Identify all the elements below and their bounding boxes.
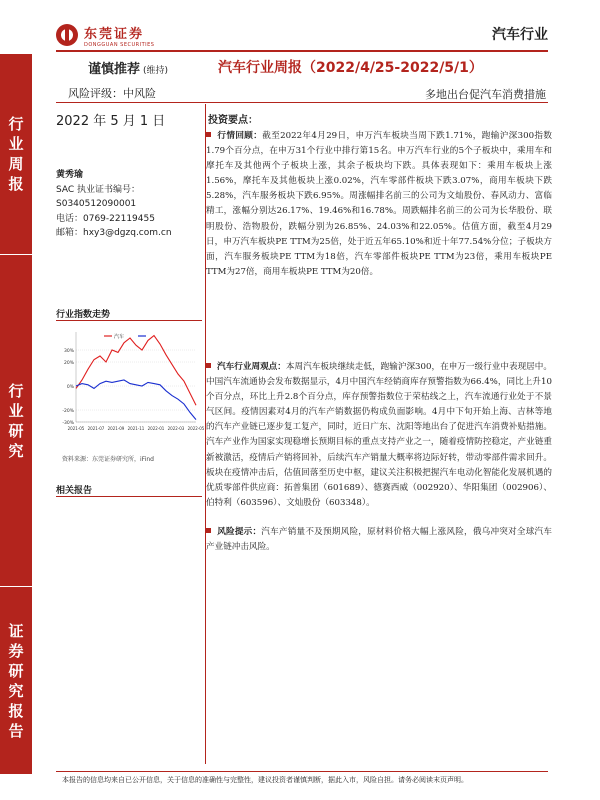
index-trend-chart [56,322,205,450]
paragraph-text: 汽车产销量不及预期风险，原材料价格大幅上涨风险，俄乌冲突对全球汽车产业链冲击风险。 [206,527,552,553]
paragraph-lead: 行情回顾： [217,131,263,141]
side-char: 究 [8,441,24,460]
paragraph-lead: 汽车行业周观点： [217,362,286,372]
rating-note: (维持) [143,66,169,76]
bullet-square-icon [206,363,211,368]
side-char: 行 [8,115,24,133]
index-chart-source: 资料来源：东莞证券研究所，iFind [62,456,154,463]
industry-tag: 汽车行业 [492,27,548,43]
y-tick-label: 0% [66,385,74,390]
bullet-square-icon [206,528,211,533]
side-label-report [0,586,32,774]
y-tick-label: 30% [63,349,74,354]
bullet-square-icon [206,132,211,137]
analyst-info [56,168,172,241]
paragraph-text: 截至2022年4月29日，申万汽车板块当周下跌1.71%，跑输沪深300指数1.79个百分点，在申万31个行业中排行第15名。申万汽车行业的5个子板块中，乘用车和摩托车及其他两个子板块上涨，其余子板块均下跌。具体表现如下：乘用车板块上涨1.56%，摩托车及其他板块上涨0.02%，汽车零部件板块下跌3.07%，商用车板块下跌5.28%，汽车服务板块下跌6.95%。周涨幅排名前三的公司为文灿股份、春风动力、富临精工，涨幅分别达26.17%、19.46%和16.78%。周跌幅排名前三的公司为长华股份、联明股份、浩物股份，跌幅分别为26.85%、24.03%和22.05%。估值方面，截至4月29日，申万汽车板块PE TTM为25倍，处于近五年65.10%和近十年77.54%分位；子板块方面，汽车服务板块PE TTM为18倍，汽车零部件板块PE TTM为23倍，乘用车板块PE TTM为27倍，商用车板块PE TTM为20倍。 [206,131,552,277]
rating-box [88,58,168,77]
logo-name-cn: 东莞证券 [84,26,145,42]
x-tick-label: 2022-01 [147,426,165,431]
side-char: 行 [8,381,24,400]
y-tick-label: 20% [63,361,74,366]
analyst-name: 黄秀瑜 [56,170,84,180]
analyst-cert-label: SAC 执业证书编号： [56,184,141,195]
paragraph-text: 本周汽车板块继续走低，跑输沪深300，在申万一级行业中表现居中。中国汽车流通协会发布数据显示，4月中国汽车经销商库存预警指数为66.4%，同比上升10个百分点，环比上升2.8个百分点，库存预警指数位于荣枯线之上，汽车流通行业处于不景气区间。疫情因素对4月的汽车产销数据仍构成负面影响。4月中下旬开始上海、吉林等地的汽车产业链已逐步复工复产，同时，近日广东、沈阳等地出台了促进汽车消费补贴措施。汽车产业作为国家实现稳增长预期目标的重点支持产业之一，随着疫情防控稳定，产业链重新被激活，疫情后产销将回补，后续汽车产销量大概率将边际好转，带动零部件需求回升。板块在疫情冲击后，估值回落至历史中枢，建议关注积极把握汽车电动化智能化发展机遇的优质零部件供应商：拓普集团（601689）、德赛西威（002920）、华阳集团（002906）、伯特利（603596）、文灿股份（603348）。 [206,362,552,508]
y-tick-label: -20% [62,409,74,414]
side-char: 证 [8,621,24,640]
key-points-title: 投资要点： [208,115,258,126]
header-divider [56,50,548,52]
legend-label: 汽车 [114,333,125,340]
side-banner [0,54,32,774]
side-char: 报 [8,175,24,193]
related-reports-divider [56,496,202,497]
side-char: 业 [8,135,24,153]
company-logo [56,20,154,50]
report-subtitle: 多地出台促汽车消费措施 [425,88,546,101]
analyst-email: 邮箱：hxy3@dgzq.com.cn [56,228,172,238]
side-char: 周 [8,155,24,173]
index-chart-divider [56,320,202,321]
logo-name-en: DONGGUAN SECURITIES [84,41,155,48]
x-tick-label: 2021-05 [67,426,85,431]
paragraph-weekly-view [206,360,552,511]
analyst-cert-no: S0340512090001 [56,199,137,209]
series-line-1 [76,336,196,406]
paragraph-risk-warning [206,525,552,555]
title-divider [56,102,548,103]
side-char: 告 [8,721,24,740]
x-tick-label: 2022-03 [167,426,185,431]
side-char: 券 [8,641,24,660]
report-title: 汽车行业周报（2022/4/25-2022/5/1） [218,60,483,76]
side-label-research [0,254,32,586]
x-tick-label: 2021-11 [127,426,145,431]
related-reports-title: 相关报告 [56,486,93,496]
logo-mark-icon [56,24,78,46]
paragraph-market-review [206,129,552,280]
y-tick-label: -30% [62,421,74,426]
x-tick-label: 2021-09 [107,426,125,431]
paragraph-lead: 风险提示： [217,527,262,537]
side-char: 研 [8,661,24,680]
risk-rating: 风险评级：中风险 [68,87,156,100]
x-tick-label: 2022-05 [187,426,205,431]
x-tick-label: 2021-07 [87,426,105,431]
side-char: 业 [8,401,24,420]
side-char: 究 [8,681,24,700]
analyst-phone: 电话：0769-22119455 [56,213,155,224]
side-label-weekly [0,54,32,254]
report-date: 2022 年 5 月 1 日 [56,114,166,129]
footer-divider [56,771,548,772]
index-chart-title: 行业指数走势 [56,310,111,320]
investment-rating: 谨慎推荐 [88,62,141,77]
side-char: 报 [8,701,24,720]
side-char: 研 [8,421,24,440]
footer-disclaimer: 本报告的信息均来自已公开信息，关于信息的准确性与完整性，建议投资者谨慎判断，据此入市，风险自担。请务必阅读末页声明。 [62,776,468,784]
